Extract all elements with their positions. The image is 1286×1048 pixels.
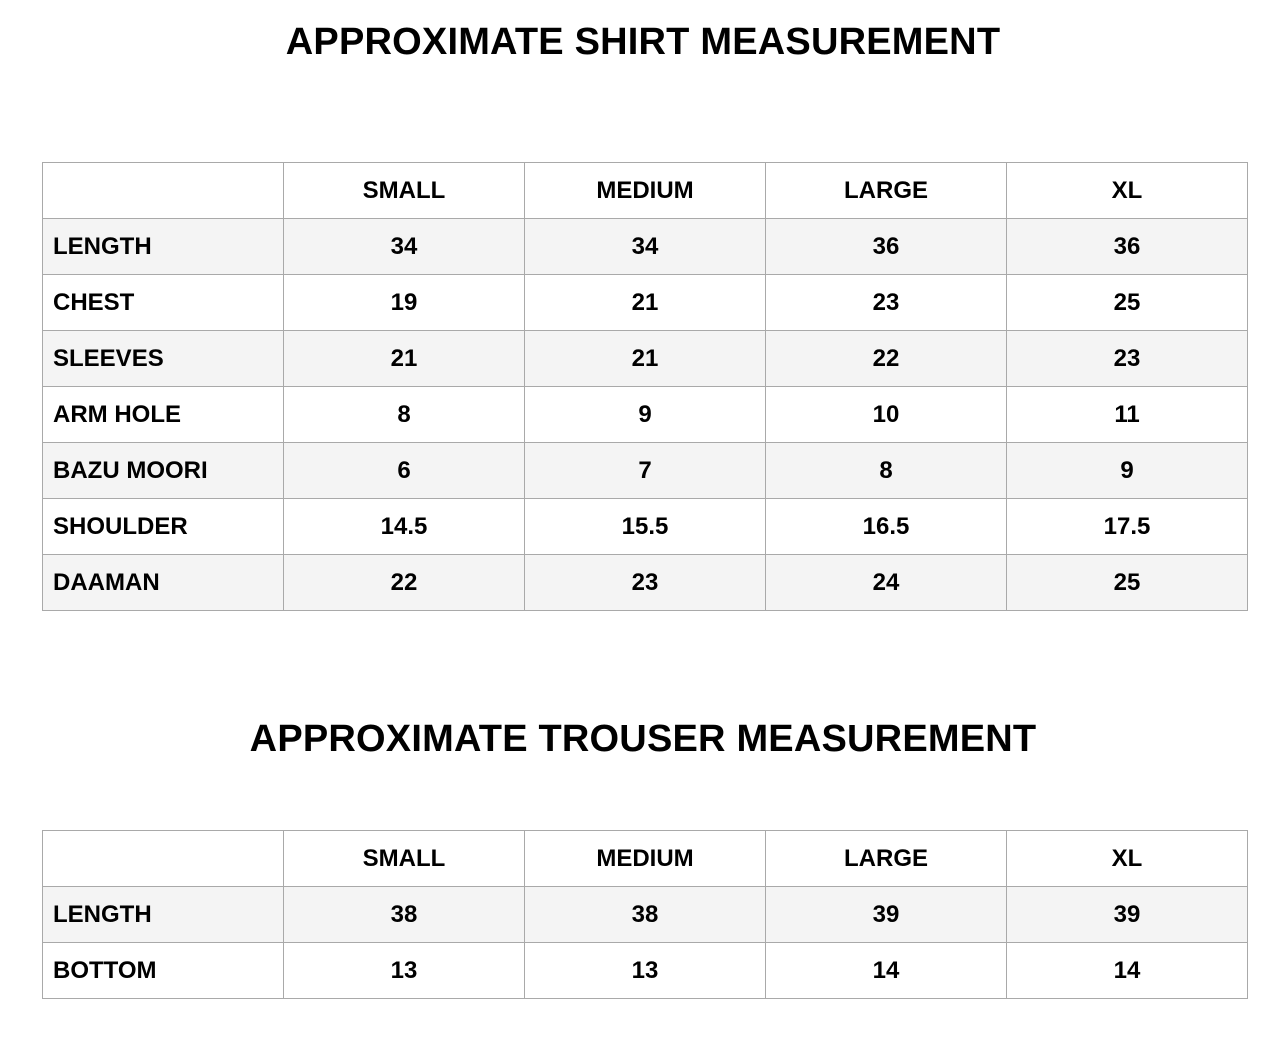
table-row [43,887,1248,943]
trouser-measurement-table [42,830,1248,999]
table-cell: 6 [284,443,525,499]
shirt-measurement-table [42,162,1248,611]
table-row [43,387,1248,443]
row-label: DAAMAN [43,555,284,611]
table-row [43,943,1248,999]
table-row [43,219,1248,275]
table-cell: 22 [766,331,1007,387]
row-label: CHEST [43,275,284,331]
table-cell: 11 [1007,387,1248,443]
table-cell: 36 [766,219,1007,275]
header-size-small: SMALL [284,163,525,219]
table-cell: 21 [284,331,525,387]
table-cell: 23 [525,555,766,611]
table-cell: 39 [1007,887,1248,943]
row-label: SLEEVES [43,331,284,387]
table-cell: 13 [525,943,766,999]
header-empty-cell [43,163,284,219]
table-cell: 21 [525,331,766,387]
row-label: BOTTOM [43,943,284,999]
table-cell: 8 [766,443,1007,499]
table-cell: 38 [525,887,766,943]
row-label: BAZU MOORI [43,443,284,499]
table-cell: 8 [284,387,525,443]
table-cell: 39 [766,887,1007,943]
table-cell: 7 [525,443,766,499]
table-cell: 34 [284,219,525,275]
header-empty-cell [43,831,284,887]
table-cell: 17.5 [1007,499,1248,555]
header-size-medium: MEDIUM [525,831,766,887]
table-cell: 34 [525,219,766,275]
trouser-measurement-title: APPROXIMATE TROUSER MEASUREMENT [249,718,1037,760]
table-row [43,499,1248,555]
table-row [43,331,1248,387]
row-label: LENGTH [43,219,284,275]
header-size-small: SMALL [284,831,525,887]
table-cell: 22 [284,555,525,611]
table-cell: 21 [525,275,766,331]
table-cell: 23 [766,275,1007,331]
table-cell: 14 [1007,943,1248,999]
table-cell: 14 [766,943,1007,999]
row-label: ARM HOLE [43,387,284,443]
header-size-medium: MEDIUM [525,163,766,219]
header-size-xl: XL [1007,163,1248,219]
row-label: LENGTH [43,887,284,943]
row-label: SHOULDER [43,499,284,555]
table-cell: 38 [284,887,525,943]
table-cell: 10 [766,387,1007,443]
header-size-large: LARGE [766,163,1007,219]
table-header-row [43,831,1248,887]
table-cell: 25 [1007,555,1248,611]
table-cell: 15.5 [525,499,766,555]
table-cell: 9 [1007,443,1248,499]
table-header-row [43,163,1248,219]
header-size-large: LARGE [766,831,1007,887]
table-cell: 19 [284,275,525,331]
table-cell: 13 [284,943,525,999]
header-size-xl: XL [1007,831,1248,887]
table-cell: 24 [766,555,1007,611]
table-cell: 9 [525,387,766,443]
table-cell: 25 [1007,275,1248,331]
table-cell: 36 [1007,219,1248,275]
table-row [43,443,1248,499]
table-row [43,275,1248,331]
table-cell: 23 [1007,331,1248,387]
table-row [43,555,1248,611]
table-cell: 14.5 [284,499,525,555]
shirt-measurement-title: APPROXIMATE SHIRT MEASUREMENT [285,21,1001,63]
table-cell: 16.5 [766,499,1007,555]
